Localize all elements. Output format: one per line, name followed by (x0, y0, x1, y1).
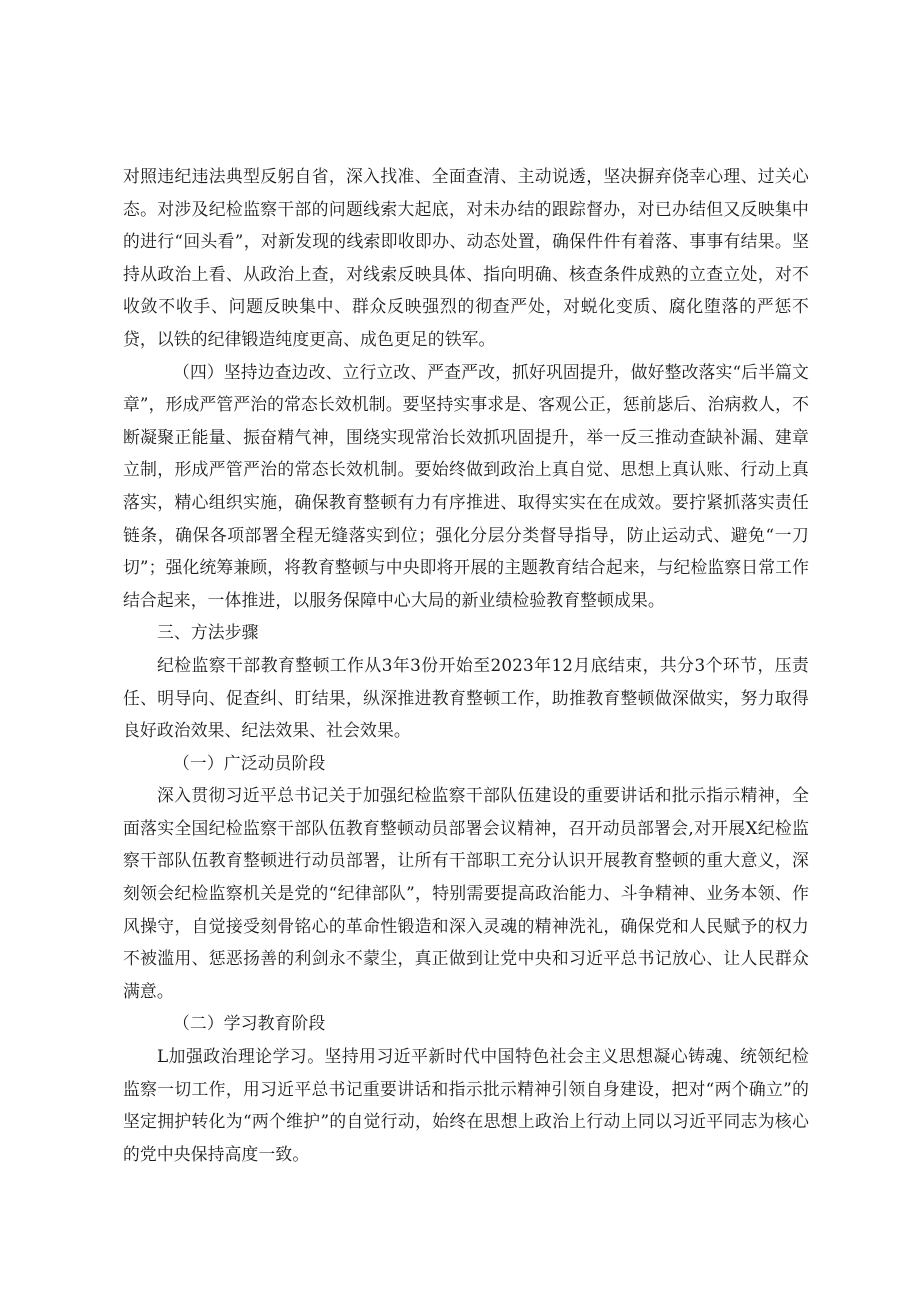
subsection-title-mobilization: （一）广泛动员阶段 (173, 752, 326, 773)
body-paragraph-study: L加强政治理论学习。坚持用习近平新时代中国特色社会主义思想凝心铸魂、统领纪检监察一切工作，用习近平总书记重要讲话和指示批示精神引领自身建设，把对“两个确立”的坚定拥护转化为“两个维护”的自觉行动，始终在思想上政治上行动上同以习近平同志为核心的党中央保持高度一致。 (123, 1046, 809, 1164)
document-page (123, 160, 809, 1170)
body-paragraph-mobilization: 深入贯彻习近平总书记关于加强纪检监察干部队伍建设的重要讲话和批示指示精神，全面落实全国纪检监察干部队伍教育整顿动员部署会议精神，召开动员部署会,对开展X纪检监察干部队伍教育整顿进行动员部署，让所有干部职工充分认识开展教育整顿的重大意义，深刻领会纪检监察机关是党的“纪律部队”，特别需要提高政治能力、斗争精神、业务本领、作风操守，自觉接受刻骨铭心的革命性锻造和深入灵魂的精神洗礼，确保党和人民赋予的权力不被滥用、惩恶扬善的利剑永不蒙尘，真正做到让党中央和习近平总书记放心、让人民群众满意。 (123, 785, 809, 1001)
body-paragraph-methods: 纪检监察干部教育整顿工作从3年3份开始至2023年12月底结束，共分3个环节，压责任、明导向、促查纠、盯结果，纵深推进教育整顿工作，助推教育整顿做深做实，努力取得良好政治效果、纪法效果、社会效果。 (123, 654, 809, 741)
heading-paragraph-four: （四）坚持边查边改、立行立改、严查严改，抓好巩固提升，做好整改落实“后半篇文章”，形成严管严治的常态长效机制。要坚持实事求是、客观公正，惩前毖后、治病救人，不断凝聚正能量、振奋精气神，围绕实现常治长效抓巩固提升，举一反三推动查缺补漏、建章立制，形成严管严治的常态长效机制。要始终做到政治上真自觉、思想上真认账、行动上真落实，精心组织实施，确保教育整顿有力有序推进、取得实实在在成效。要拧紧抓落实责任链条，确保各项部署全程无缝落实到位；强化分层分类督导指导，防止运动式、避免“一刀切”；强化统筹兼顾，将教育整顿与中央即将开展的主题教育结合起来，与纪检监察日常工作结合起来，一体推进，以服务保障中心大局的新业绩检验教育整顿成果。 (123, 361, 809, 610)
body-paragraph-continued: 对照违纪违法典型反躬自省，深入找准、全面查清、主动说透，坚决摒弃侥幸心理、过关心态。对涉及纪检监察干部的问题线索大起底，对未办结的跟踪督办，对已办结但又反映集中的进行“回头看”，对新发现的线索即收即办、动态处置，确保件件有着落、事事有结果。坚持从政治上看、从政治上查，对线索反映具体、指向明确、核查条件成熟的立查立处，对不收敛不收手、问题反映集中、群众反映强烈的彻查严处，对蜕化变质、腐化堕落的严惩不贷，以铁的纪律锻造纯度更高、成色更足的铁军。 (123, 166, 809, 349)
section-title-methods: 三、方法步骤 (157, 622, 259, 643)
subsection-title-study: （二）学习教育阶段 (173, 1013, 326, 1034)
